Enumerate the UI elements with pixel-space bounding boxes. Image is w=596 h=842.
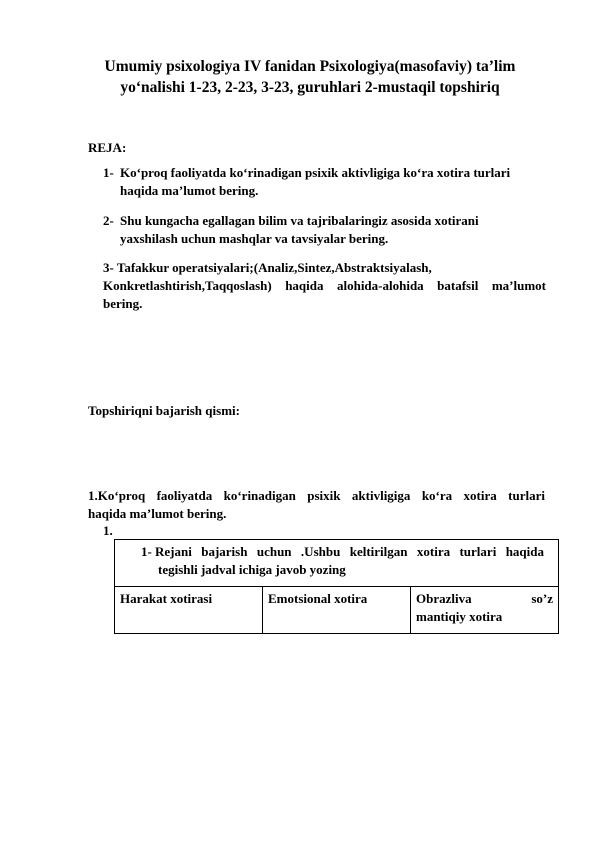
table-header-text-line: Rejani bajarish uchun .Ushbu keltirilgan xotira turlari haqida [155,544,544,559]
table-cell-word: Obrazliva [416,591,472,606]
plan-item-number: 1- [103,165,114,180]
table-header-row [115,540,559,587]
table-cell-harakat-xotirasi[interactable]: Harakat xotirasi [115,587,263,634]
plan-item-number: 3- [103,260,114,275]
section-1-heading [88,487,545,523]
table-header-text-line: tegishli jadval ichiga javob yozing [158,562,346,577]
plan-item-text-line: Konkretlashtirish,Taqqoslash) haqida alohida-alohida batafsil ma’lumot [103,278,546,293]
plan-item-number: 2- [103,213,114,228]
plan-item-text-line: Shu kungacha egallagan bilim va tajribalaringiz asosida xotirani [120,213,479,228]
plan-item-text-line: bering. [103,296,143,311]
plan-item-text-line: haqida ma’lumot bering. [120,183,259,198]
plan-heading: REJA: [88,140,127,155]
title-line-1: Umumiy psixologiya IV fanidan Psixologiya(masofaviy) ta’lim [104,58,516,75]
table-header-cell [115,540,559,587]
plan-item-text-line: Tafakkur operatsiyalari;(Analiz,Sintez,Abstraktsiyalash, [116,260,432,275]
table-cell-obrazli-soz-mantiqiy-xotira[interactable] [411,587,559,634]
answer-table [114,539,559,634]
table-cell-line: mantiqiy xotira [416,609,503,624]
table-cell-emotsional-xotira[interactable]: Emotsional xotira [263,587,411,634]
section-1-heading-line: 1.Ko‘proq faoliyatda ko‘rinadigan psixik aktivligiga ko‘ra xotira turlari [88,488,545,503]
document-title [90,56,530,98]
plan-item-text-line: yaxshilash uchun mashqlar va tavsiyalar bering. [120,231,389,246]
section-1-sub-number: 1. [103,523,113,538]
table-cell-word: so’z [531,591,553,606]
plan-item-1 [103,164,548,200]
plan-item-3 [103,259,546,313]
section-1-heading-line: haqida ma’lumot bering. [88,506,227,521]
table-header-number: 1- [141,544,152,559]
plan-item-2 [103,212,548,248]
plan-item-text-line: Ko‘proq faoliyatda ko‘rinadigan psixik aktivligiga ko‘ra xotira turlari [120,165,511,180]
title-line-2: yo‘nalishi 1-23, 2-23, 3-23, guruhlari 2-mustaqil topshiriq [120,79,500,96]
table-column-row [115,587,559,634]
execution-heading: Topshiriqni bajarish qismi: [88,403,240,418]
